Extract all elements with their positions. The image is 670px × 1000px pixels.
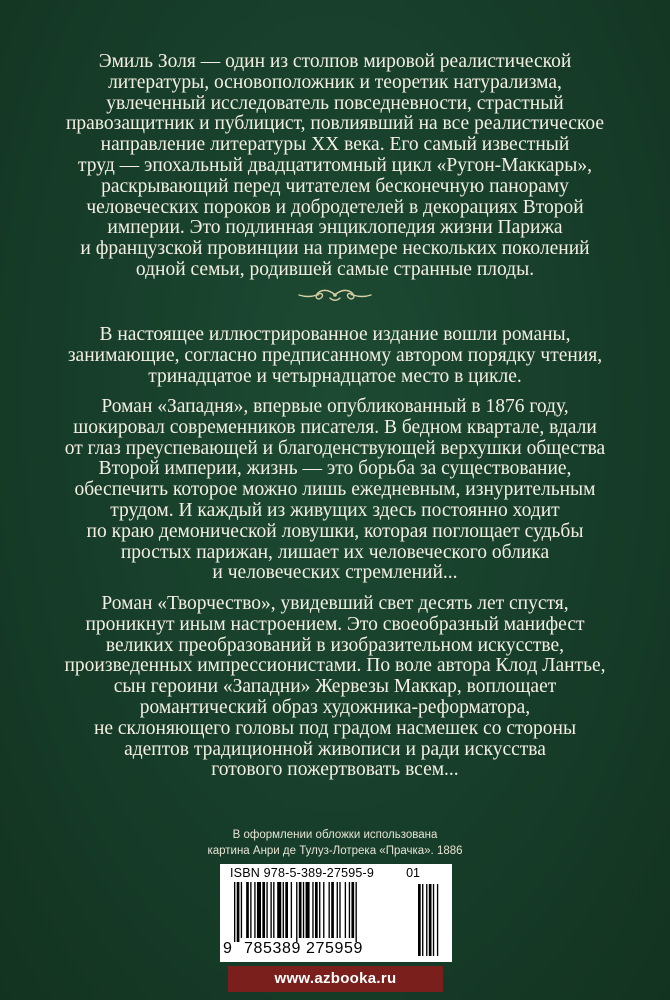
barcode-bar — [237, 882, 240, 942]
barcode-bar — [345, 882, 346, 938]
barcode-bar — [315, 882, 318, 938]
intro-line: правозащитник и публицист, повлиявший на все реалистическое — [65, 113, 605, 135]
credit-line: В оформлении обложки использована — [232, 829, 438, 841]
barcode-bar — [299, 882, 302, 938]
tvorchestvo-line: романтический образ художника-реформатора, — [139, 696, 531, 718]
zapadnya-line: Второй империи, жизнь — это борьба за существование, — [98, 458, 572, 480]
barcode-lead-digit: 9 — [223, 940, 232, 957]
edition-line: тринадцатое и четырнадцатое место в цикле. — [148, 365, 522, 387]
barcode-addon-bar — [429, 884, 432, 956]
intro-line: литературы, основоположник и теоретик натурализма, — [108, 71, 562, 93]
barcode-addon-bar — [433, 884, 434, 956]
tvorchestvo-line: произведенных импрессионистами. По воле автора Клод Лантье, — [64, 655, 606, 677]
tvorchestvo-line: готового пожертвовать всем... — [211, 759, 459, 781]
zapadnya-line: шокировал современников писателя. В бедном квартале, вдали — [73, 416, 597, 438]
barcode-bar — [319, 882, 320, 938]
tvorchestvo-line: великих преобразований в изобразительном искусстве, — [105, 634, 565, 656]
barcode-bar — [277, 882, 281, 938]
barcode-bar — [339, 882, 340, 938]
barcode-bar — [349, 882, 350, 938]
barcode-bar — [291, 882, 292, 938]
edition-line: В настоящее иллюстрированное издание вошли романы, — [99, 324, 571, 345]
tvorchestvo-paragraph — [0, 594, 670, 781]
barcode-addon-bar — [437, 884, 438, 956]
barcode-addon-bar — [426, 884, 427, 956]
zapadnya-paragraph — [0, 397, 670, 584]
barcode-bar — [257, 882, 261, 938]
zapadnya-line: трудом. И каждый из живущих здесь постоянно ходит — [110, 499, 560, 521]
barcode-bar — [273, 882, 274, 938]
barcode-addon-bar — [422, 884, 423, 956]
barcode-digits: 785389 275959 — [244, 940, 364, 957]
intro-line: увлеченный исследователь повседневности, страстный — [106, 92, 564, 114]
publisher-website[interactable]: www.azbooka.ru — [228, 966, 443, 992]
barcode-bar — [250, 882, 251, 938]
barcode-bar — [285, 882, 288, 938]
intro-line: направление литературы XX века. Его самый известный — [100, 134, 570, 156]
edition-paragraph — [0, 325, 670, 387]
intro-line: одной семьи, родившей самые странные плоды. — [135, 258, 535, 280]
flourish-ornament-icon — [297, 286, 373, 304]
zapadnya-line: Роман «Западня», впервые опубликованный в 1876 году, — [101, 396, 569, 417]
barcode-bar — [323, 882, 324, 938]
zapadnya-line: от глаз преуспевающей и благоденствующей верхушки общества — [64, 437, 606, 459]
barcode-bar — [331, 882, 334, 938]
isbn-text: ISBN 978-5-389-27595-9 — [230, 866, 375, 880]
zapadnya-line: по краю демонической ловушки, которая поглощает судьбы — [86, 520, 584, 542]
barcode-bar — [254, 882, 255, 938]
intro-line: человеческих пороков и добродетелей в декорациях Второй — [86, 196, 584, 218]
tvorchestvo-line: сын героини «Западни» Жервезы Маккар, воплощает — [113, 676, 557, 698]
intro-paragraph — [0, 52, 670, 281]
credit-line: картина Анри де Тулуз-Лотрека «Прачка». 1886 — [207, 845, 463, 857]
barcode-bar — [306, 882, 310, 938]
barcode-bar — [262, 882, 265, 938]
barcode-bar — [241, 882, 242, 938]
barcode-bar — [234, 882, 235, 942]
barcode-bar — [356, 882, 357, 942]
barcode-addon-bar — [418, 884, 421, 956]
barcode-bar — [296, 882, 297, 942]
zapadnya-line: простых парижан, лишает их человеческого облика — [120, 541, 550, 563]
tvorchestvo-line: Роман «Творчество», увидевший свет десять лет спустя, — [101, 593, 569, 614]
cover-credit — [0, 827, 670, 859]
intro-line: Эмиль Золя — один из столпов мировой реалистической — [98, 51, 572, 72]
barcode-bar — [270, 882, 271, 938]
barcode-bar — [337, 882, 338, 938]
tvorchestvo-line: проникнут иным настроением. Это своеобразный манифест — [85, 613, 585, 635]
barcode-bar — [266, 882, 267, 938]
barcode-bar — [303, 882, 304, 938]
zapadnya-line: и человеческих стремлений... — [212, 562, 458, 584]
intro-line: раскрывающий перед читателем бесконечную панораму — [101, 175, 569, 197]
barcode-bar — [312, 882, 313, 938]
intro-line: и французской провинции на примере нескольких поколений — [80, 238, 590, 260]
zapadnya-line: обеспечить которое можно лишь ежедневным, изнурительным — [74, 479, 596, 501]
barcode-bar — [329, 882, 330, 938]
intro-line: труд — эпохальный двадцатитомный цикл «Ругон-Маккары», — [78, 154, 592, 176]
barcode-block — [220, 864, 452, 962]
tvorchestvo-line: адептов традиционной живописи и ради искусства — [124, 738, 546, 760]
barcode-bar — [283, 882, 284, 938]
tvorchestvo-line: не склоняющего головы под градом насмешек со стороны — [93, 717, 577, 739]
isbn-addon: 01 — [406, 866, 420, 880]
edition-line: занимающие, согласно предписанному автором порядку чтения, — [67, 344, 603, 366]
intro-line: империи. Это подлинная энциклопедия жизни Парижа — [107, 217, 563, 239]
barcode-bar — [246, 882, 249, 938]
barcode-bar — [351, 882, 354, 938]
